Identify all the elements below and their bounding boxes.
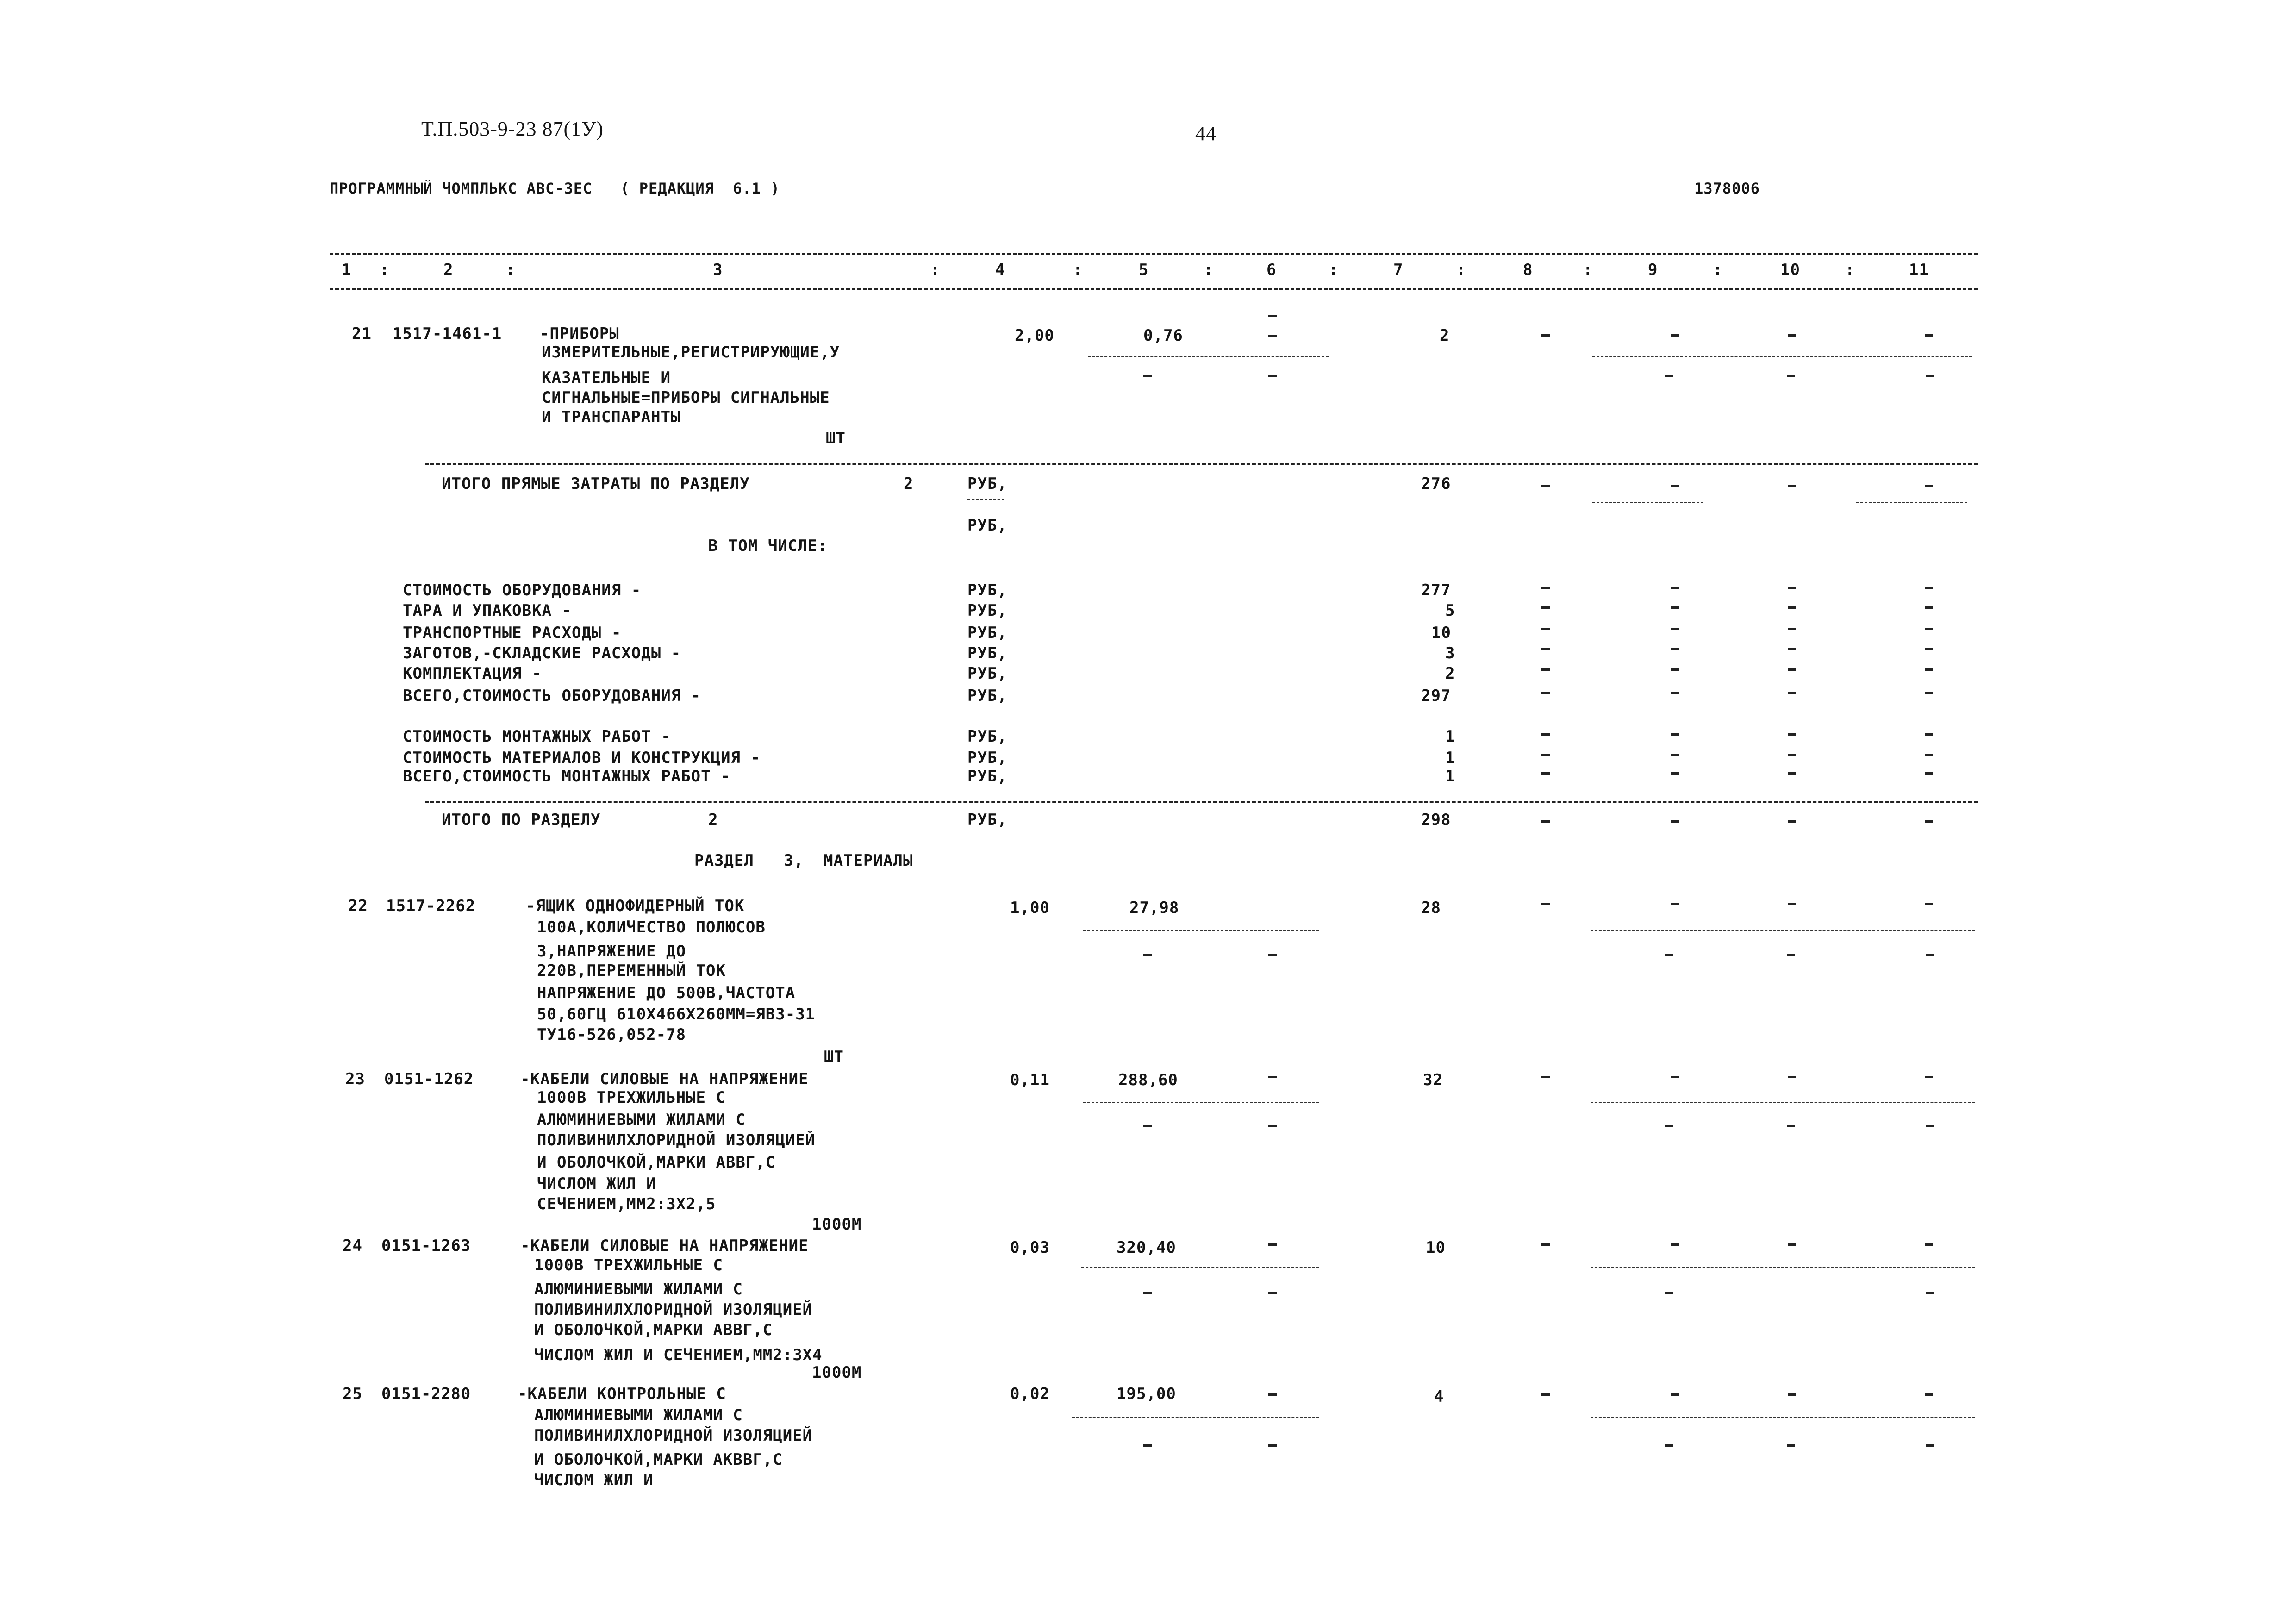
subtotal-dash — [1072, 1417, 1319, 1418]
col-5: 5 — [1139, 261, 1149, 279]
dash-marker — [1926, 1292, 1934, 1294]
breakdown-value: 297 — [1421, 687, 1451, 705]
dash-marker — [1143, 954, 1152, 956]
col-3: 3 — [713, 261, 723, 279]
dash-marker — [1788, 587, 1796, 589]
dash-marker — [1788, 648, 1796, 650]
breakdown-value: 1 — [1445, 767, 1455, 786]
row-unit: ШТ — [826, 429, 846, 448]
dash-marker — [1541, 733, 1550, 736]
breakdown-unit: РУБ, — [967, 624, 1007, 642]
subtotal-dash — [1592, 502, 1703, 503]
dash-marker — [1925, 1076, 1933, 1078]
dash-marker — [1787, 1444, 1795, 1447]
dash-marker — [1926, 954, 1934, 956]
row-name-line: -КАБЕЛИ СИЛОВЫЕ НА НАПРЯЖЕНИЕ — [520, 1070, 809, 1088]
col-9: 9 — [1648, 261, 1658, 279]
subtotal-dash — [1083, 1102, 1319, 1103]
dash-marker — [1788, 692, 1796, 694]
col-1: 1 — [342, 261, 352, 279]
dash-marker — [1788, 903, 1796, 905]
row-number: 25 — [343, 1385, 362, 1403]
header-rule-top — [330, 253, 1978, 255]
row-price: 195,00 — [1117, 1385, 1176, 1403]
doc-code: Т.П.503-9-23 87(1У) — [421, 118, 604, 140]
row-name-line: И ОБОЛОЧКОЙ,МАРКИ АВВГ,С — [534, 1321, 773, 1339]
row-qty: 1,00 — [1010, 899, 1050, 917]
dash-marker — [1671, 587, 1679, 589]
dash-marker — [1926, 375, 1934, 377]
row-code: 0151-2280 — [381, 1385, 471, 1403]
breakdown-value: 1 — [1445, 749, 1455, 767]
section-grand-unit: РУБ, — [967, 811, 1007, 829]
dash-marker — [1665, 954, 1673, 956]
row-total: 32 — [1423, 1071, 1443, 1089]
dash-marker — [1671, 1393, 1679, 1396]
row-total: 2 — [1440, 326, 1450, 345]
breakdown-label: ТАРА И УПАКОВКА - — [403, 601, 572, 620]
breakdown-value: 1 — [1445, 727, 1455, 746]
row-name-line: КАЗАТЕЛЬНЫЕ И — [542, 369, 671, 387]
dash-marker — [1541, 606, 1550, 609]
breakdown-label: ВСЕГО,СТОИМОСТЬ МОНТАЖНЫХ РАБОТ - — [403, 767, 731, 786]
breakdown-unit: РУБ, — [967, 644, 1007, 662]
row-price: 320,40 — [1117, 1238, 1176, 1257]
row-name-line: 1000В ТРЕХЖИЛЬНЫЕ С — [537, 1088, 726, 1107]
breakdown-label: ЗАГОТОВ,-СКЛАДСКИЕ РАСХОДЫ - — [403, 644, 681, 662]
row-total: 28 — [1421, 899, 1441, 917]
row-name-line: СЕЧЕНИЕМ,ММ2:3Х2,5 — [537, 1195, 716, 1213]
dash-marker — [1671, 606, 1679, 609]
dash-marker — [1541, 668, 1550, 671]
section-rule — [425, 463, 1978, 465]
breakdown-unit: РУБ, — [967, 687, 1007, 705]
dash-marker — [1788, 606, 1796, 609]
row-code: 1517-2262 — [386, 897, 476, 915]
breakdown-label: КОМПЛЕКТАЦИЯ - — [403, 664, 542, 683]
row-number: 21 — [352, 325, 372, 343]
section-total-unit: РУБ, — [967, 475, 1007, 493]
col-4: 4 — [995, 261, 1005, 279]
row-name-line: -ПРИБОРЫ — [540, 325, 619, 343]
section-rule — [425, 801, 1978, 803]
row-qty: 0,11 — [1010, 1071, 1050, 1089]
row-name-line: -ЯЩИК ОДНОФИДЕРНЫЙ ТОК — [526, 897, 745, 915]
dash-marker — [1671, 334, 1679, 337]
breakdown-label: СТОИМОСТЬ МАТЕРИАЛОВ И КОНСТРУКЦИЯ - — [403, 749, 761, 767]
row-name-line: ПОЛИВИНИЛХЛОРИДНОЙ ИЗОЛЯЦИЕЙ — [537, 1131, 816, 1149]
row-qty: 2,00 — [1015, 326, 1054, 345]
dash-marker — [1541, 587, 1550, 589]
dash-marker — [1541, 648, 1550, 650]
including-label: В ТОМ ЧИСЛЕ: — [708, 537, 828, 555]
dash-marker — [1541, 754, 1550, 756]
row-name-line: АЛЮМИНИЕВЫМИ ЖИЛАМИ С — [537, 1111, 746, 1129]
dash-marker — [1925, 606, 1933, 609]
dash-marker — [1671, 648, 1679, 650]
col-10: 10 — [1780, 261, 1800, 279]
dash-marker — [1665, 1292, 1673, 1294]
dash-marker — [1788, 628, 1796, 630]
dash-marker — [1925, 334, 1933, 337]
dash-marker — [1788, 485, 1796, 487]
subtotal-dash — [1081, 1267, 1319, 1268]
subtotal-dash — [1083, 930, 1319, 931]
section3-title: РАЗДЕЛ 3, МАТЕРИАЛЫ — [694, 851, 913, 870]
row-qty: 0,02 — [1010, 1385, 1050, 1403]
dash-marker — [1925, 1393, 1933, 1396]
breakdown-value: 10 — [1431, 624, 1451, 642]
dash-marker — [1143, 1444, 1152, 1447]
dash-marker — [1665, 375, 1673, 377]
dash-marker — [1143, 375, 1152, 377]
dash-marker — [1926, 1125, 1934, 1127]
row-name-line: 220В,ПЕРЕМЕННЫЙ ТОК — [537, 962, 726, 980]
section-total-value: 276 — [1421, 475, 1451, 493]
dash-marker — [1671, 668, 1679, 671]
row-name-line: И ТРАНСПАРАНТЫ — [542, 408, 681, 426]
dash-marker — [1925, 733, 1933, 736]
dash-marker — [1671, 820, 1679, 823]
col-7: 7 — [1393, 261, 1404, 279]
row-name-line: ЧИСЛОМ ЖИЛ И СЕЧЕНИЕМ,ММ2:3Х4 — [534, 1346, 823, 1364]
dash-marker — [1788, 334, 1796, 337]
dash-marker — [1788, 1243, 1796, 1246]
row-name-line: АЛЮМИНИЕВЫМИ ЖИЛАМИ С — [534, 1280, 743, 1299]
dash-marker — [1671, 1243, 1679, 1246]
breakdown-unit: РУБ, — [967, 664, 1007, 683]
dash-marker — [1788, 754, 1796, 756]
breakdown-unit: РУБ, — [967, 581, 1007, 600]
row-name-line: ПОЛИВИНИЛХЛОРИДНОЙ ИЗОЛЯЦИЕЙ — [534, 1300, 813, 1319]
row-name-line: -КАБЕЛИ СИЛОВЫЕ НА НАПРЯЖЕНИЕ — [520, 1237, 809, 1255]
row-name-line: -КАБЕЛИ КОНТРОЛЬНЫЕ С — [518, 1385, 726, 1403]
dash-marker — [1788, 668, 1796, 671]
row-name-line: НАПРЯЖЕНИЕ ДО 500В,ЧАСТОТА — [537, 984, 796, 1002]
dash-marker — [1788, 820, 1796, 823]
section-total-unit2: РУБ, — [967, 516, 1007, 535]
dash-marker — [1268, 335, 1277, 337]
dash-marker — [1541, 1393, 1550, 1396]
dash-marker — [1925, 903, 1933, 905]
dash-marker — [1541, 903, 1550, 905]
dash-marker — [1268, 375, 1277, 377]
row-name-line: 100А,КОЛИЧЕСТВО ПОЛЮСОВ — [537, 918, 766, 937]
program-title: ПРОГРАММНЫЙ ЧОМПЛЬКС АВС-ЗЕС ( РЕДАКЦИЯ 6.1 ) — [330, 180, 780, 197]
row-name-line: И ОБОЛОЧКОЙ,МАРКИ АКВВГ,С — [534, 1450, 783, 1469]
breakdown-unit: РУБ, — [967, 767, 1007, 786]
dash-marker — [1925, 754, 1933, 756]
col-6: 6 — [1267, 261, 1277, 279]
dash-marker — [1925, 820, 1933, 823]
breakdown-value: 2 — [1445, 664, 1455, 683]
dash-marker — [1671, 903, 1679, 905]
section-grand-label: ИТОГО ПО РАЗДЕЛУ — [442, 811, 601, 829]
subtotal-dash — [1591, 930, 1975, 931]
dash-marker — [1268, 315, 1277, 317]
dash-marker — [1268, 1243, 1277, 1246]
row-name-line: 50,60ГЦ 610Х466Х260ММ=ЯВЗ-31 — [537, 1005, 816, 1024]
header-rule-bottom — [330, 288, 1978, 290]
dash-marker — [1925, 587, 1933, 589]
dash-marker — [1671, 772, 1679, 775]
row-unit: 1000М — [812, 1215, 862, 1234]
dash-marker — [1541, 334, 1550, 337]
dash-marker — [1787, 954, 1795, 956]
unit-dash — [967, 499, 1004, 500]
dash-marker — [1671, 485, 1679, 487]
doc-id: 1378006 — [1694, 180, 1760, 197]
row-name-line: ЧИСЛОМ ЖИЛ И — [537, 1174, 656, 1193]
row-qty: 0,03 — [1010, 1238, 1050, 1257]
row-name-line: СИГНАЛЬНЫЕ=ПРИБОРЫ СИГНАЛЬНЫЕ — [542, 388, 830, 407]
breakdown-value: 5 — [1445, 601, 1455, 620]
dash-marker — [1541, 485, 1550, 487]
dash-marker — [1268, 1292, 1277, 1294]
dash-marker — [1926, 1444, 1934, 1447]
document-page: Т.П.503-9-23 87(1У) 44 ПРОГРАММНЫЙ ЧОМПЛЬКС АВС-ЗЕС ( РЕДАКЦИЯ 6.1 ) 1378006 1 : 2 : 3 : 4 : 5 : 6 : 7 : 8 : 9 : 10 : 11 21 1517-1461-1 -ПРИБОРЫ ИЗМЕРИТЕЛЬНЫЕ,РЕГИСТРИРУЮЩИЕ,У КАЗАТЕЛЬНЫЕ И СИГНАЛЬНЫЕ=ПРИБОРЫ СИГНАЛЬНЫЕ И ТРАНСПАРАНТЫ ШТ 2,00 0,76 2 ИТОГО ПРЯМЫЕ ЗАТРАТЫ ПО РАЗДЕЛУ 2 РУБ, 276 РУБ, В ТОМ ЧИСЛЕ: СТОИМОСТЬ ОБОРУДОВАНИЯ - РУБ, 277 ТАРА И УПАКОВКА - РУБ, 5 ТРАНСПОРТНЫЕ РАСХОДЫ - РУБ, 10 ЗАГОТОВ,-СКЛАДСКИЕ РАСХОДЫ - РУБ, 3 КОМПЛЕКТАЦИЯ - РУБ, 2 ВСЕГО,СТОИМОСТЬ ОБОРУДОВАНИЯ - РУБ, 297 СТОИМОСТЬ МОНТАЖНЫХ РАБОТ - РУБ, 1 СТОИМОСТЬ МАТЕРИАЛОВ И КОНСТРУКЦИЯ - РУБ, 1 ВСЕГО,СТОИМОСТЬ МОНТАЖНЫХ РАБОТ - РУБ, 1 ИТОГО ПО РАЗДЕЛУ 2 РУБ, 298 РАЗДЕЛ 3, МАТЕРИАЛЫ 22 1517-2262 -ЯЩИК ОДНОФИДЕРНЫЙ ТОК 100А,КОЛИЧЕСТВО ПОЛЮСОВ 3,НАПРЯЖЕНИЕ ДО 220В,ПЕРЕМЕННЫЙ ТОК НАПРЯЖЕНИЕ ДО 500В,ЧАСТОТА 50,60ГЦ 610Х466Х260ММ=ЯВЗ-31 ТУ16-526,052-78 ШТ 1,00 27,98 28 23 0151-1262 -КАБЕЛИ СИЛОВЫЕ НА НАПРЯЖЕНИЕ 1000В ТРЕХЖИЛЬНЫЕ С АЛЮМИНИЕВЫМИ ЖИЛАМИ С ПОЛИВИНИЛХЛОРИДНОЙ ИЗОЛЯЦИЕЙ И ОБОЛОЧКОЙ,МАРКИ АВВГ,С ЧИСЛОМ ЖИЛ И СЕЧЕНИЕМ,ММ2:3Х2,5 1000М 0,11 288,60 32 24 0151-1263 -КАБЕЛИ СИЛОВЫЕ НА НАПРЯЖЕНИЕ 1000В ТРЕХЖИЛЬНЫЕ С АЛЮМИНИЕВЫМИ ЖИЛАМИ С ПОЛИВИНИЛХЛОРИДНОЙ ИЗОЛЯЦИЕЙ И ОБОЛОЧКОЙ,МАРКИ АВВГ,С ЧИСЛОМ ЖИЛ И СЕЧЕНИЕМ,ММ2:3Х4 1000М 0,03 320,40 10 25 0151-2280 -КАБЕЛИ КОНТРОЛЬНЫЕ С АЛЮМИНИЕВЫМИ ЖИЛАМИ С ПОЛИВИНИЛХЛОРИДНОЙ ИЗОЛЯЦИЕЙ И ОБОЛОЧКОЙ,МАРКИ АКВВГ,С ЧИСЛОМ ЖИЛ И 0,02 195,00 4 — [0, 0, 2296, 1624]
breakdown-value: 3 — [1445, 644, 1455, 662]
breakdown-unit: РУБ, — [967, 601, 1007, 620]
dash-marker — [1268, 1393, 1277, 1396]
dash-marker — [1268, 1125, 1277, 1127]
breakdown-value: 277 — [1421, 581, 1451, 600]
breakdown-label: ТРАНСПОРТНЫЕ РАСХОДЫ - — [403, 624, 622, 642]
row-name-line: ЧИСЛОМ ЖИЛ И — [534, 1471, 654, 1489]
dash-marker — [1268, 954, 1277, 956]
subtotal-dash — [1591, 1102, 1975, 1103]
row-name-line: ПОЛИВИНИЛХЛОРИДНОЙ ИЗОЛЯЦИЕЙ — [534, 1426, 813, 1445]
row-code: 1517-1461-1 — [393, 325, 502, 343]
section3-underline — [694, 880, 1302, 884]
dash-marker — [1268, 1444, 1277, 1447]
row-number: 23 — [345, 1070, 365, 1088]
row-name-line: 1000В ТРЕХЖИЛЬНЫЕ С — [534, 1256, 723, 1274]
dash-marker — [1925, 692, 1933, 694]
dash-marker — [1787, 1125, 1795, 1127]
dash-marker — [1788, 1076, 1796, 1078]
dash-marker — [1541, 1076, 1550, 1078]
dash-marker — [1925, 1243, 1933, 1246]
dash-marker — [1671, 733, 1679, 736]
dash-marker — [1268, 1076, 1277, 1078]
dash-marker — [1541, 692, 1550, 694]
section-grand-value: 298 — [1421, 811, 1451, 829]
subtotal-dash — [1088, 356, 1329, 357]
dash-marker — [1541, 1243, 1550, 1246]
dash-marker — [1541, 772, 1550, 775]
dash-marker — [1671, 628, 1679, 630]
dash-marker — [1671, 692, 1679, 694]
dash-marker — [1925, 772, 1933, 775]
dash-marker — [1671, 1076, 1679, 1078]
row-price: 0,76 — [1143, 326, 1183, 345]
subtotal-dash — [1591, 1417, 1975, 1418]
row-name-line: 3,НАПРЯЖЕНИЕ ДО — [537, 942, 686, 961]
dash-marker — [1788, 733, 1796, 736]
section-total-label: ИТОГО ПРЯМЫЕ ЗАТРАТЫ ПО РАЗДЕЛУ — [442, 475, 750, 493]
page-number: 44 — [1195, 122, 1217, 145]
col-11: 11 — [1909, 261, 1929, 279]
subtotal-dash — [1856, 502, 1967, 503]
row-total: 10 — [1426, 1238, 1446, 1257]
section-total-number: 2 — [904, 475, 914, 493]
dash-marker — [1788, 772, 1796, 775]
row-name-line: И ОБОЛОЧКОЙ,МАРКИ АВВГ,С — [537, 1153, 776, 1172]
breakdown-label: СТОИМОСТЬ ОБОРУДОВАНИЯ - — [403, 581, 642, 600]
dash-marker — [1143, 1125, 1152, 1127]
subtotal-dash — [1591, 1267, 1975, 1268]
dash-marker — [1925, 628, 1933, 630]
row-code: 0151-1263 — [381, 1237, 471, 1255]
breakdown-unit: РУБ, — [967, 749, 1007, 767]
dash-marker — [1925, 485, 1933, 487]
row-name-line: АЛЮМИНИЕВЫМИ ЖИЛАМИ С — [534, 1406, 743, 1424]
row-number: 22 — [348, 897, 368, 915]
row-number: 24 — [343, 1237, 362, 1255]
col-8: 8 — [1523, 261, 1533, 279]
dash-marker — [1541, 820, 1550, 823]
dash-marker — [1925, 648, 1933, 650]
row-total: 4 — [1434, 1387, 1444, 1406]
section-grand-number: 2 — [708, 811, 718, 829]
breakdown-label: ВСЕГО,СТОИМОСТЬ ОБОРУДОВАНИЯ - — [403, 687, 701, 705]
dash-marker — [1143, 1292, 1152, 1294]
row-name-line: ТУ16-526,052-78 — [537, 1025, 686, 1044]
row-unit: ШТ — [824, 1048, 844, 1066]
row-code: 0151-1262 — [384, 1070, 474, 1088]
row-name-line: ИЗМЕРИТЕЛЬНЫЕ,РЕГИСТРИРУЮЩИЕ,У — [542, 343, 840, 362]
breakdown-unit: РУБ, — [967, 727, 1007, 746]
breakdown-label: СТОИМОСТЬ МОНТАЖНЫХ РАБОТ - — [403, 727, 671, 746]
dash-marker — [1665, 1125, 1673, 1127]
dash-marker — [1665, 1444, 1673, 1447]
col-2: 2 — [443, 261, 454, 279]
row-unit: 1000М — [812, 1363, 862, 1382]
dash-marker — [1788, 1393, 1796, 1396]
dash-marker — [1671, 754, 1679, 756]
row-price: 288,60 — [1118, 1071, 1178, 1089]
dash-marker — [1541, 628, 1550, 630]
row-price: 27,98 — [1129, 899, 1179, 917]
dash-marker — [1925, 668, 1933, 671]
dash-marker — [1787, 375, 1795, 377]
subtotal-dash — [1592, 356, 1972, 357]
